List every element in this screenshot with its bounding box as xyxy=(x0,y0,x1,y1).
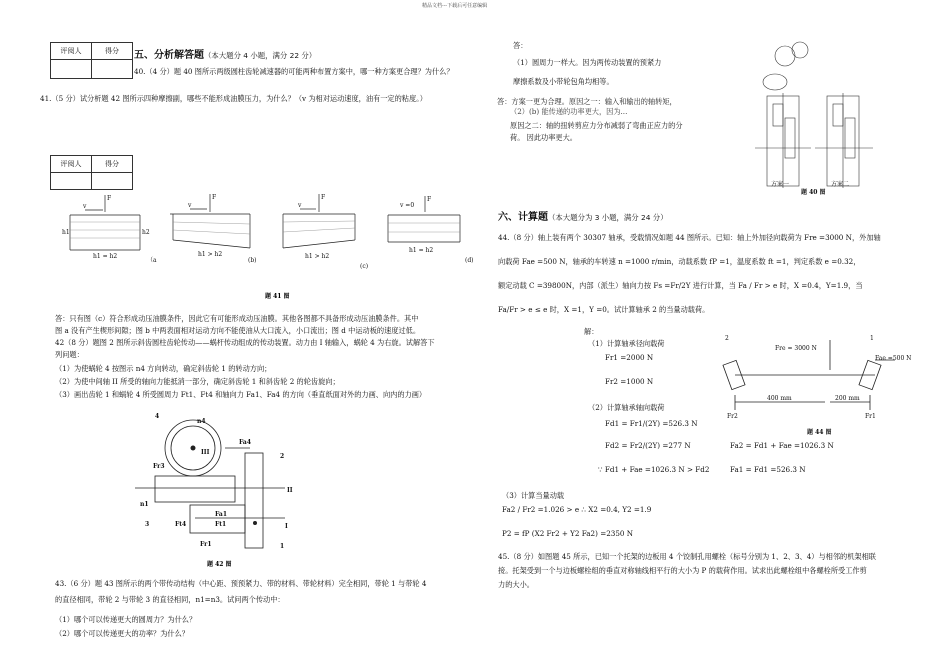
fig42-I: I xyxy=(285,523,288,530)
score-table-reviewer: 评阅人 xyxy=(51,43,92,60)
ans43-head: 答： xyxy=(513,41,528,50)
fig42-Ft1: Ft1 xyxy=(215,521,227,528)
q44-line4: Fa/Fr > e ≤ e 时，X =1，Y =0。试计算轴承 2 的当量动载荷。 xyxy=(498,305,710,314)
fig41-label-c: (c) xyxy=(360,263,369,270)
fig41-label-a: （a xyxy=(147,257,157,264)
fig44-fre: Fre = 3000 N xyxy=(775,345,817,352)
ans40-s3: 原因之二：轴的扭转剪应力分布减弱了弯曲正应力的分 xyxy=(510,121,683,130)
q42-line1: 42（8 分）题图 2 图所示斜齿圆柱齿轮传动——蜗杆传动组成的传动装置。动力由 I 轴输入，蜗轮 4 为右旋。试解答下 xyxy=(55,338,435,347)
ans43-l2: 摩擦系数及小带轮包角均相等。 xyxy=(513,77,614,86)
q43-line1: 43.（6 分）题 43 图所示的两个带传动结构（中心距、预预紧力、带的材料、带轮材料）完全相同，带轮 1 与带轮 4 xyxy=(55,579,427,588)
ans43-l1: （1）圆周力一样大。因为两传动装置的预紧力 xyxy=(513,58,662,67)
sol44-ratio: Fa2 / Fr2 =1.026 > e ∴ X2 =0.4, Y2 =1.9 xyxy=(502,505,652,514)
fig44-fae: Fae =500 N xyxy=(875,355,912,362)
ans40-s1: 答：方案一更为合理。原因之一：输入和输出的轴转矩， xyxy=(497,97,677,106)
sol44-step2: （2）计算轴承轴向载荷 xyxy=(588,403,665,412)
q43-line2: 的直径相同，带轮 2 与带轮 3 的直径相同，n1=n3。试问两个传动中： xyxy=(55,595,285,604)
ans41-line2: 图 a 没有产生楔形间隙；图 b 中两表面相对运动方向不能使油从大口流入，小口流出；图 d 中运动板的速度过低。 xyxy=(55,326,421,335)
figure-44 xyxy=(715,330,912,440)
score-table-score: 得分 xyxy=(92,156,133,173)
fig41-label-d: (d) xyxy=(465,257,474,264)
q45-line3: 力的大小。 xyxy=(498,580,534,589)
section5-sub: （本大题分 4 小题，满分 22 分） xyxy=(204,51,317,60)
sol44-fr2: Fr2 =1000 N xyxy=(605,377,654,386)
q44-line3: 额定动载 C =39800N，内部（派生）轴向力按 Fs =Fr/2Y 进行计算，当 Fa / Fr > e 时，X =0.4，Y=1.9，当 xyxy=(498,281,863,290)
fig42-label-4: 4 xyxy=(155,413,160,420)
fig41-F-a: F xyxy=(107,195,112,202)
figure-40 xyxy=(715,38,895,196)
fig41-v-b: v xyxy=(188,202,192,209)
sol44-step1: （1）计算轴承径向载荷 xyxy=(588,339,665,348)
fig44-d1: 400 mm xyxy=(767,395,792,402)
q42-line2: 列问题： xyxy=(55,350,84,359)
section5-title: 五、分析解答题 xyxy=(134,50,204,61)
fig41-F-d: F xyxy=(427,196,432,203)
ans41-line1: 答：只有图（c）符合形成动压油膜条件，因此它有可能形成动压油膜。其他各图都不具备形成动压油膜条件。其中 xyxy=(55,314,419,323)
score-table-reviewer: 评阅人 xyxy=(51,156,92,173)
sol44-fr1: Fr1 =2000 N xyxy=(605,353,654,362)
sol44-p2: P2 = fP (X2 Fr2 + Y2 Fa2) =2350 N xyxy=(502,529,634,538)
score-table-1 xyxy=(50,42,133,79)
q45-line1: 45.（8 分）如图题 45 所示，已知一个托架的边板用 4 个饺制孔用螺栓（标号分别为 1、2、3、4）与相邻的机架相联 xyxy=(498,552,876,561)
fig41-eq-a: h1 = h2 xyxy=(93,253,118,260)
fig41-v-d: v =0 xyxy=(400,202,415,209)
fig44-caption: 题 44 图 xyxy=(807,429,832,436)
fig40-scheme1: 方案一 xyxy=(771,181,790,188)
page-header: 精品文档---下载后可任意编辑 xyxy=(422,3,488,9)
fig41-gt-b: h1 > h2 xyxy=(198,251,223,258)
sol44-fa1: Fa1 = Fd1 =526.3 N xyxy=(730,465,806,474)
q40-text: 40.（4 分）题 40 图所示两级圆柱齿轮减速器的可能两种布置方案中，哪一种方案更合理？为什么？ xyxy=(134,67,454,76)
fig41-v-a: v xyxy=(83,203,87,210)
q43-line3: （1）哪个可以传递更大的圆周力？为什么？ xyxy=(55,615,197,624)
sol44-fd2: Fd2 = Fr2/(2Y) =277 N xyxy=(605,441,691,450)
sol44-jie: 解： xyxy=(584,327,599,336)
q41-text: 41.（5 分）试分析题 42 图所示四种摩擦副，哪些不能形成油膜压力，为什么？（v 为相对运动速度，油有一定的粘度。） xyxy=(40,94,427,103)
fig44-d2: 200 mm xyxy=(835,395,860,402)
q42-line4: （2）为使中间轴 II 所受的轴向力能抵消一部分，确定斜齿轮 1 和斜齿轮 2 的轮齿旋向； xyxy=(55,377,340,386)
fig42-III: III xyxy=(201,449,210,456)
score-table-score: 得分 xyxy=(92,43,133,60)
section6-title: 六、计算题 xyxy=(498,212,548,223)
sol44-fd1: Fd1 = Fr1/(2Y) =526.3 N xyxy=(605,419,698,428)
fig42-Fr1: Fr1 xyxy=(200,541,212,548)
sol44-cmp: ∵ Fd1 + Fae =1026.3 N > Fd2 xyxy=(598,465,710,474)
fig42-label-3: 3 xyxy=(145,521,150,528)
fig41-F-b: F xyxy=(212,194,217,201)
q42-line3: （1）为使蜗轮 4 按图示 n4 方向转动，确定斜齿轮 1 的转动方向； xyxy=(55,364,272,373)
fig42-label-1: 1 xyxy=(280,543,285,550)
fig42-Fr3: Fr3 xyxy=(153,463,165,470)
ans40-s4: 荷。 因此功率更大。 xyxy=(510,133,577,142)
q44-line2: 向载荷 Fae =500 N，轴承的车转速 n =1000 r/min，动载系数 fP =1，温度系数 ft =1，判定系数 e =0.32， xyxy=(498,257,861,266)
fig41-F-c: F xyxy=(321,194,326,201)
fig42-II: II xyxy=(287,487,293,494)
q42-line5: （3）画出齿轮 1 和蜗轮 4 所受圆周力 Ft1、Ft4 和轴向力 Fa1、Fa4 的方向（垂直纸面对外的力画、向内的力画） xyxy=(55,390,427,399)
fig41-label-b: (b) xyxy=(248,257,257,264)
fig44-fr2: Fr2 xyxy=(727,413,738,420)
fig41-h1-a: h1 xyxy=(62,229,70,236)
fig42-n4: n4 xyxy=(197,418,206,425)
fig42-Fa4: Fa4 xyxy=(239,439,251,446)
fig41-gt-c: h1 > h2 xyxy=(305,253,330,260)
section6-heading xyxy=(498,208,668,223)
fig40-scheme2: 方案二 xyxy=(831,181,850,188)
fig40-caption: 题 40 图 xyxy=(801,189,826,196)
score-table-2 xyxy=(50,155,133,190)
q45-line2: 接。托架受到一个与边板螺栓组的垂直对称轴线相平行的大小为 P 的载荷作用。试求出此螺栓组中各螺栓所受工作剪 xyxy=(498,566,867,575)
q43-line4: （2）哪个可以传递更大的功率？为什么？ xyxy=(55,629,189,638)
fig42-Ft4: Ft4 xyxy=(175,521,187,528)
ans40-s2: （2）(b) 能传递的功率更大，因为... xyxy=(510,107,628,116)
fig42-Fa1: Fa1 xyxy=(215,511,227,518)
figure-41 xyxy=(55,190,485,300)
q44-line1: 44.（8 分）轴上装有两个 30307 轴承，受载情况如题 44 图所示。已知：轴上外加径向载荷为 Fre =3000 N，外加轴 xyxy=(498,233,881,242)
section5-heading xyxy=(134,46,316,61)
fig41-h2-a: h2 xyxy=(142,229,150,236)
sol44-step3: （3）计算当量动载 xyxy=(502,491,565,500)
fig44-label-2: 2 xyxy=(725,335,729,342)
fig42-label-2: 2 xyxy=(280,453,285,460)
fig41-eq-d: h1 = h2 xyxy=(409,247,434,254)
fig42-n1: n1 xyxy=(140,501,149,508)
figure-42 xyxy=(135,408,305,568)
fig41-caption: 题 41 图 xyxy=(265,293,290,300)
fig44-label-1: 1 xyxy=(870,335,874,342)
fig41-v-c: v xyxy=(298,202,302,209)
fig44-fr1: Fr1 xyxy=(865,413,876,420)
fig42-caption: 题 42 图 xyxy=(207,561,232,568)
sol44-fa2: Fa2 = Fd1 + Fae =1026.3 N xyxy=(730,441,834,450)
section6-sub: （本大题分为 3 小题，满分 24 分） xyxy=(548,213,668,222)
